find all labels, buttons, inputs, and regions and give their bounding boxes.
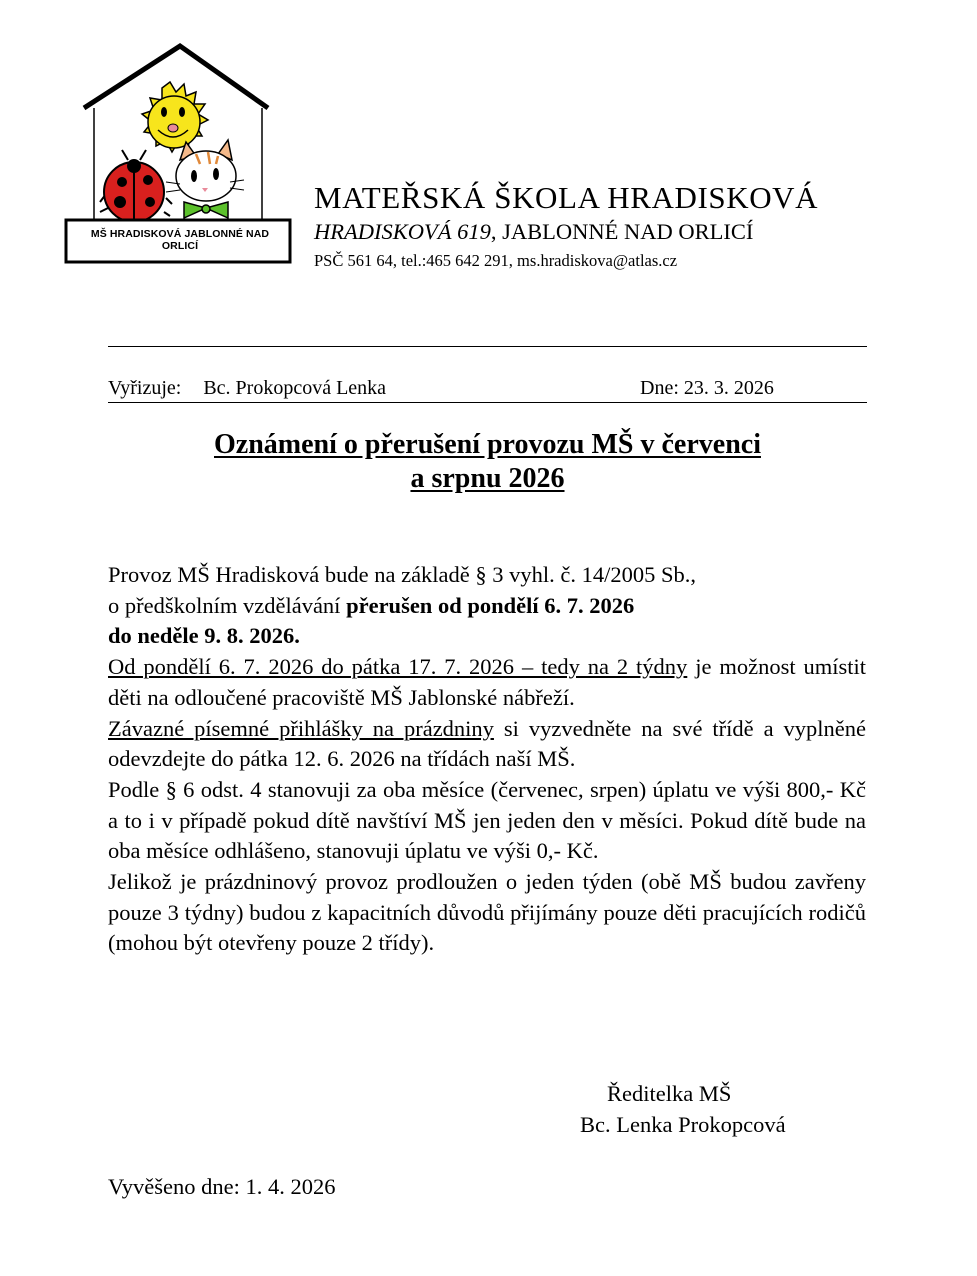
signature-role: Ředitelka MŠ [607,1081,732,1106]
intro-line-1: Provoz MŠ Hradisková bude na základě § 3 vyhl. č. 14/2005 Sb., [108,562,697,587]
applications-label: Závazné písemné přihlášky na prázdniny [108,715,494,741]
school-logo [62,42,298,268]
cat-icon [166,140,244,218]
paragraph-capacity: Jelikož je prázdninový provoz prodloužen o jeden týden (obě MŠ budou zavřeny pouze 3 týdny) budou z kapacitních důvodů přijímány pouze děti pracujících rodičů (mohou být otevřeny pouze 2 třídy). [108,869,866,956]
paragraph-fees: Podle § 6 odst. 4 stanovuji za oba měsíce (červenec, srpen) úplatu ve výši 800,- Kč a to i v případě pokud dítě navštíví MŠ jen jeden den v měsíci. Pokud dítě bude na oba měsíce odhlášeno, stanovuji úplatu ve výši 0,- Kč. [108,776,866,864]
ladybug-icon [100,150,172,222]
substitute-period: Od pondělí 6. 7. 2026 do pátka 17. 7. 2026 – tedy na 2 týdny [108,654,688,680]
substitute-text: je možnost umístit děti na odloučené pracoviště MŠ Jablonské nábřeží. [108,654,866,710]
document-date: Dne: 23. 3. 2026 [640,377,774,399]
interruption-end: do neděle 9. 8. 2026. [108,623,300,649]
interruption-start: přerušen od pondělí 6. 7. 2026 [346,592,635,618]
sun-icon [142,82,208,152]
applications-text: si vyzvedněte na své třídě a vyplněné odevzdejte do pátka 12. 6. 2026 na třídách naší MŠ. [108,715,866,772]
paragraph-applications [108,714,866,775]
divider-bottom [108,402,867,403]
document-body [108,560,866,959]
title-line-1: Oznámení o přerušení provozu MŠ v červenci [214,429,761,460]
intro-line-2: o předškolním vzdělávání [108,592,347,618]
school-address [314,219,753,245]
address-city: , JABLONNÉ NAD ORLICÍ [490,219,754,244]
title-line-2: a srpnu 2026 [410,463,565,494]
address-street: HRADISKOVÁ 619 [314,219,491,244]
signature-name: Bc. Lenka Prokopcová [580,1112,786,1137]
school-name: MATEŘSKÁ ŠKOLA HRADISKOVÁ [314,180,819,215]
paragraph-substitute [108,652,866,713]
vyrizuje-name: Bc. Prokopcová Lenka [203,377,387,399]
posted-date: Vyvěšeno dne: 1. 4. 2026 [108,1174,336,1199]
logo-text: MŠ HRADISKOVÁ JABLONNÉ NAD ORLICÍ [90,228,270,252]
vyrizuje-line [108,377,386,400]
school-contact: PSČ 561 64, tel.:465 642 291, ms.hradiskova@atlas.cz [314,251,678,270]
divider-top [108,346,867,347]
vyrizuje-label: Vyřizuje: [108,377,182,399]
paragraph-intro [108,560,866,652]
document-title [108,428,867,496]
